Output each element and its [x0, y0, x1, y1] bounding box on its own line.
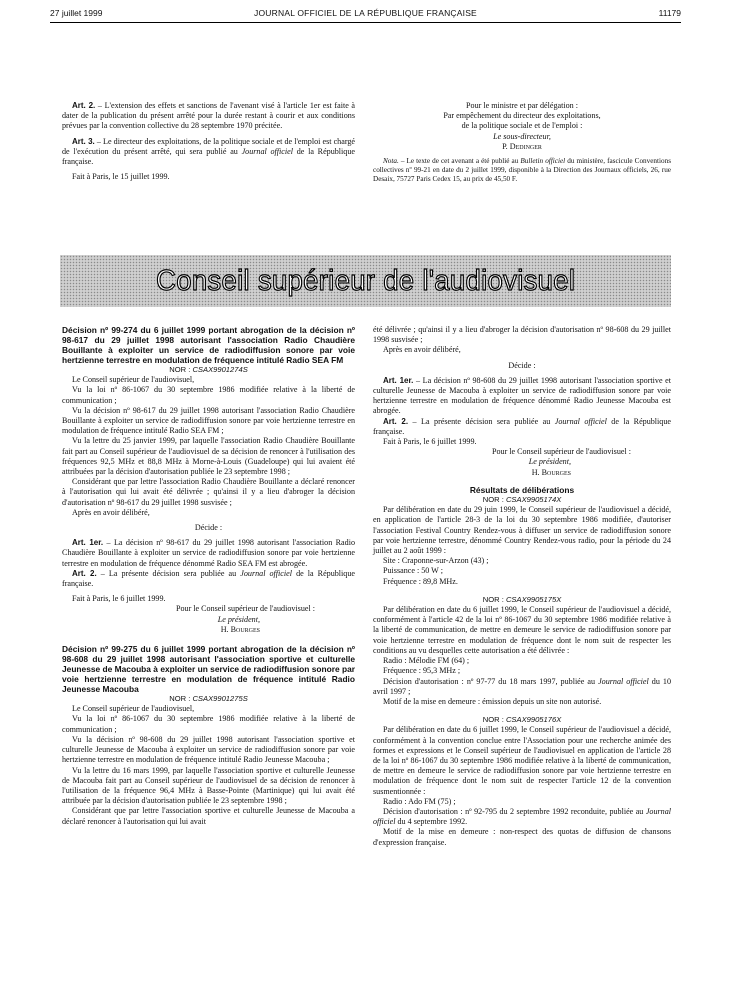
article-3: Art. 3. – Le directeur des exploitations, de la politique sociale et de l'emploi est chargé de l'exécution du présent arrêté, qui sera publié au Journal officiel de la République française. — [62, 136, 356, 167]
paragraph: Vu la lettre du 16 mars 1999, par laquelle l'association sportive et culturelle Jeunesse de Macouba fait part au Conseil supérieur de l'audiovisuel de sa décision de renoncer à l'utilisation de la fréquence 96,4 MHz à Basse-Pointe (Martinique) qui lui avait été attribuée par la décision d'autorisation publiée le 23 septembre 1998 ; — [62, 765, 355, 806]
nor-reference: NOR : CSAX9901274S — [169, 365, 248, 374]
paragraph: Radio : Ado FM (75) ; — [383, 796, 456, 806]
decide-heading: Décide : — [194, 523, 223, 533]
article-1: Art. 1er. – La décision nº 98-617 du 29 juillet 1998 autorisant l'association Radio Chaudière Bouillante à exploiter un service de radiodiffusion sonore par voie hertzienne terrestre en modulation de fréquence dénommé Radio SEA FM est abrogée. — [62, 538, 355, 568]
decision-title: Décision nº 99-274 du 6 juillet 1999 portant abrogation de la décision nº 98-617 du 29 juillet 1998 autorisant l'association Radio Chaudière Bouillante à exploiter un service de radiodiffusion sonore par voie hertzienne terrestre en modulation de fréquence intitulé Radio SEA FM — [62, 325, 355, 365]
paragraph: Décision d'autorisation : nº 97-77 du 18 mars 1997, publiée au Journal officiel du 10 avril 1997 ; — [373, 676, 672, 696]
fait-a-paris: Fait à Paris, le 6 juillet 1999. — [383, 437, 477, 447]
paragraph: Par délibération en date du 29 juin 1999, le Conseil supérieur de l'audiovisuel a décidé, en application de l'article 28-3 de la loi du 30 septembre 1986 modifiée, d'autoriser l'association Festival Country Rendez-vous à diffuser un service de radiodiffusion sonore par voie hertzienne terrestre, dénommé Country Rendez-vous radio, pour la période du 24 juillet au 2 août 1999 : — [373, 505, 671, 556]
nor-reference: NOR : CSAX9905174X — [482, 495, 562, 505]
paragraph: Radio : Mélodie FM (64) ; — [383, 656, 470, 666]
right-column — [373, 325, 671, 848]
paragraph: Vu la loi nº 86-1067 du 30 septembre 1986 modifiée relative à la liberté de communication ; — [62, 714, 355, 734]
top-left-column — [62, 101, 355, 182]
paragraph: Motif de la mise en demeure : non-respect des quotas de diffusion de chansons d'expression française. — [373, 827, 671, 847]
paragraph: Motif de la mise en demeure : émission depuis un site non autorisé. — [383, 696, 602, 706]
paragraph: Décision d'autorisation : nº 92-795 du 2 septembre 1992 reconduite, publiée au Journal officiel du 4 septembre 1992. — [373, 806, 671, 827]
paragraph: Le Conseil supérieur de l'audiovisuel, — [72, 375, 195, 385]
decision-title: Décision nº 99-275 du 6 juillet 1999 portant abrogation de la décision nº 98-608 du 29 juillet 1998 autorisant l'association sportive et culturelle Jeunesse de Macouba à exploiter un service de radiodiffusion sonore par voie hertzienne terrestre en modulation de fréquence intitulé Radio Jeunesse Macouba — [62, 644, 355, 695]
paragraph: Vu la loi nº 86-1067 du 30 septembre 1986 modifiée relative à la liberté de communication ; — [62, 385, 355, 405]
article-2: Art. 2. – L'extension des effets et sanctions de l'avenant visé à l'article 1er est faite à dater de la publication du présent arrêté pour la durée restant à courir et aux conditions prévues par la convention collective du 28 septembre 1970 précitée. — [62, 101, 356, 131]
signature-line: Pour le Conseil supérieur de l'audiovisuel : — [491, 447, 631, 457]
signature-line: Pour le ministre et par délégation : — [466, 101, 578, 110]
paragraph: été délivrée ; qu'ainsi il y a lieu d'abroger la décision d'autorisation nº 98-608 du 29 juillet 1998 susvisée ; — [373, 325, 671, 345]
paragraph: Vu la décision nº 98-617 du 29 juillet 1998 autorisant l'association Radio Chaudière Bouillante à exploiter un service de radiodiffusion sonore par voie hertzienne terrestre en modulation de fréquence intitulé Radio SEA FM ; — [62, 405, 355, 436]
section-subtitle: Résultats de délibérations — [469, 484, 575, 495]
article-2: Art. 2. – La présente décision sera publiée au Journal officiel de la République française. — [373, 416, 671, 436]
header-page-number: 11179 — [658, 8, 681, 18]
article-2: Art. 2. – La présente décision sera publiée au Journal officiel de la République française. — [62, 568, 355, 589]
nor-reference: NOR : CSAX9905176X — [482, 715, 562, 725]
paragraph: Fréquence : 95,3 MHz ; — [383, 666, 461, 676]
nor-reference: NOR : CSAX9901275S — [169, 694, 248, 704]
paragraph: Fréquence : 89,8 MHz. — [383, 576, 458, 586]
top-right-column — [373, 101, 671, 184]
signature-name: H. Bourges — [220, 624, 260, 634]
section-banner — [60, 255, 671, 307]
left-column — [62, 325, 355, 827]
paragraph: Par délibération en date du 6 juillet 1999, le Conseil supérieur de l'audiovisuel a décidé, conformément à la convention conclue entre l'Association pour une recherche animée des formes et expressions et le Conseil supérieur de l'audiovisuel en application de l'article 28 de la loi nº 86-1067 du 30 septembre 1986 modifiée relative à la liberté de communication, de mettre en demeure le service de radiodiffusion sonore par voie hertzienne terrestre en modulation de fréquence dont le nom suit de respecter l'article 12 de la convention susmentionnée : — [373, 725, 671, 796]
paragraph: Vu la lettre du 25 janvier 1999, par laquelle l'association Radio Chaudière Bouillante fait part au Conseil supérieur de l'audiovisuel de sa décision de renoncer à l'utilisation des fréquences 92,5 MHz et 88,8 MHz à Morne-à-Louis (Guadeloupe) qui lui avaient été attribuées par la décision d'autorisation publiée le 23 septembre 1998 ; — [62, 436, 355, 477]
article-1: Art. 1er. – La décision nº 98-608 du 29 juillet 1998 autorisant l'association sportive et culturelle Jeunesse de Macouba à exploiter un service de radiodiffusion sonore par voie hertzienne terrestre en modulation de fréquence dénommé Radio Jeunesse Macouba est abrogée. — [373, 375, 671, 416]
paragraph: Puissance : 50 W ; — [383, 566, 443, 576]
signature-line: Pour le Conseil supérieur de l'audiovisuel : — [175, 604, 315, 614]
paragraph: Le Conseil supérieur de l'audiovisuel, — [72, 704, 195, 714]
decide-heading: Décide : — [508, 360, 536, 370]
header-rule — [50, 22, 681, 23]
paragraph: Considérant que par lettre l'association Radio Chaudière Bouillante a déclaré renoncer à l'autorisation qui lui avait été délivrée ; qu'ainsi il y a lieu d'abroger la décision d'autorisation nº 98-617 du 29 juillet 1998 susvisée ; — [62, 477, 355, 507]
nota: Nota. – Le texte de cet avenant a été publié au Bulletin officiel du ministère, fascicule Conventions collectives nº 99-21 en date du 2 juillet 1999, disponible à la Direction des Journaux officiels, 26, rue Desaix, 75727 Paris Cedex 15, au prix de 45,50 F. — [373, 157, 672, 184]
paragraph: Après en avoir délibéré, — [72, 507, 150, 517]
signature-role: Le président, — [528, 457, 571, 467]
nor-reference: NOR : CSAX9905175X — [482, 594, 562, 604]
signature-name: P. Dedinger — [502, 141, 542, 151]
paragraph: Vu la décision nº 98-608 du 29 juillet 1998 autorisant l'association sportive et culturelle Jeunesse de Macouba à exploiter un service de radiodiffusion sonore par voie hertzienne terrestre en modulation de fréquence intitulé Radio Jeunesse Macouba ; — [62, 734, 355, 765]
signature-line: de la politique sociale et de l'emploi : — [461, 121, 583, 131]
fait-a-paris: Fait à Paris, le 15 juillet 1999. — [72, 172, 170, 182]
section-banner-title: Conseil supérieur de l'audiovisuel — [155, 264, 576, 297]
signature-role: Le sous-directeur, — [493, 131, 551, 141]
paragraph: Site : Craponne-sur-Arzon (43) ; — [383, 556, 489, 566]
paragraph: Par délibération en date du 6 juillet 1999, le Conseil supérieur de l'audiovisuel a décidé, conformément à l'article 42 de la loi nº 86-1067 du 30 septembre 1986 modifiée relative à la liberté de communication, de mettre en demeure le service de radiodiffusion sonore par voie hertzienne terrestre en modulation de fréquence dont le nom suit de respecter les conditions au vu desquelles cette autorisation a été délivrée : — [373, 605, 671, 655]
signature-line: Par empêchement du directeur des exploitations, — [443, 111, 601, 121]
signature-role: Le président, — [217, 614, 260, 624]
fait-a-paris: Fait à Paris, le 6 juillet 1999. — [72, 594, 166, 604]
signature-name: H. Bourges — [531, 467, 571, 477]
paragraph: Après en avoir délibéré, — [383, 345, 461, 355]
header-date: 27 juillet 1999 — [50, 8, 103, 18]
header-journal-title: JOURNAL OFFICIEL DE LA RÉPUBLIQUE FRANÇAISE — [254, 8, 477, 18]
paragraph: Considérant que par lettre l'association sportive et culturelle Jeunesse de Macouba a déclaré renoncer à l'autorisation qui lui avait — [62, 806, 355, 826]
